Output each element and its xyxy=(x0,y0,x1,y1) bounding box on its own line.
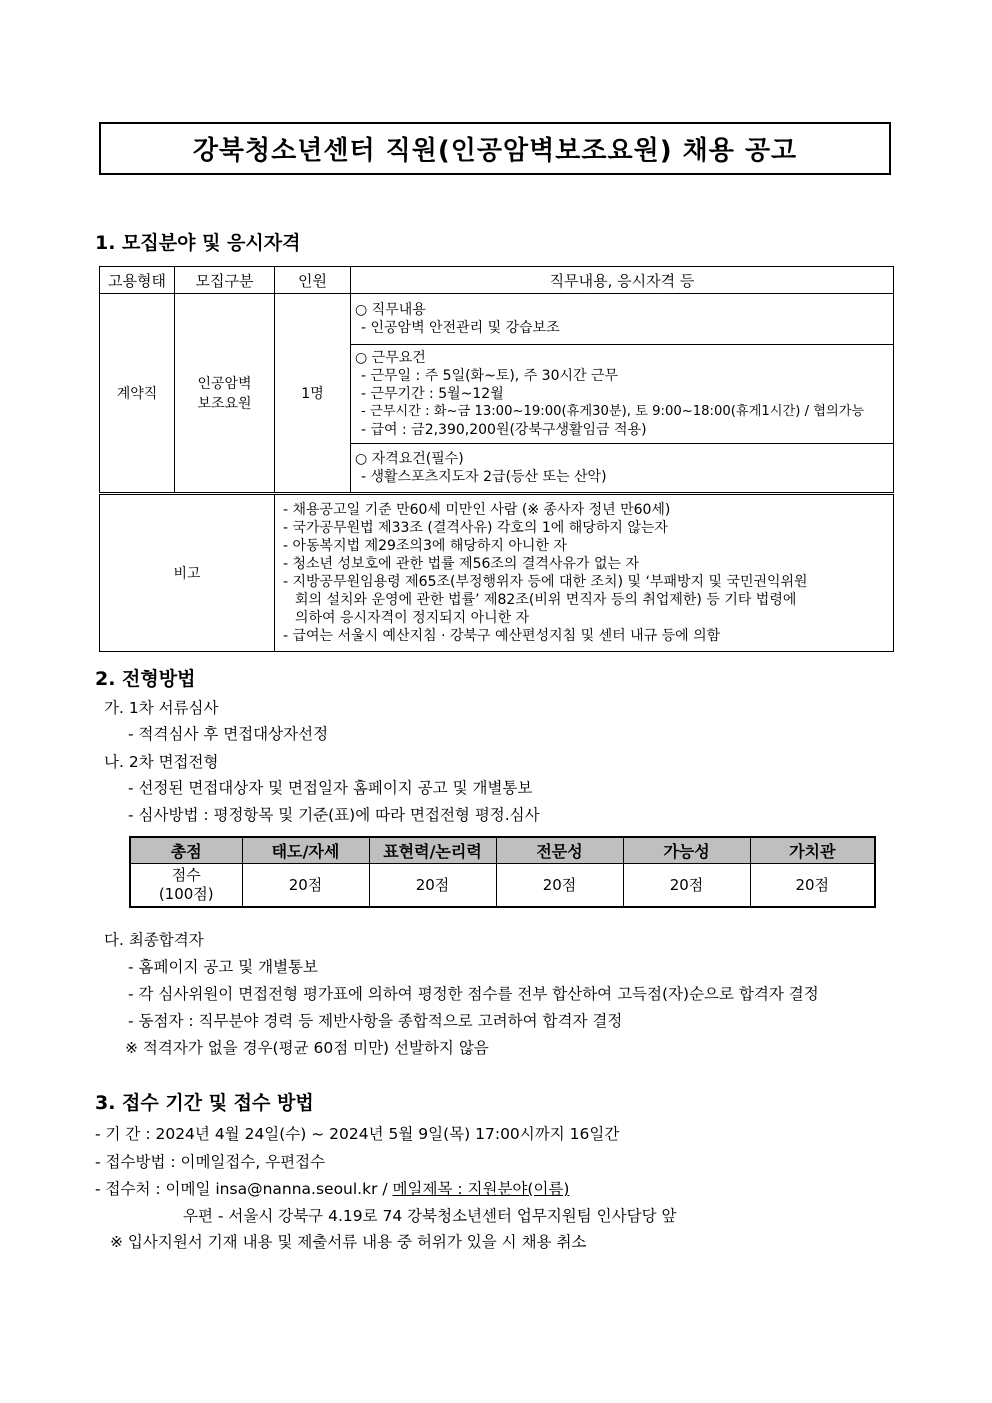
note-item: - 급여는 서울시 예산지침 · 강북구 예산편성지침 및 센터 내규 등에 의함 xyxy=(283,628,721,644)
step-b-item: - 심사방법 : 평정항목 및 기준(표)에 따라 면접전형 평정.심사 xyxy=(128,806,540,824)
note-item: - 지방공무원임용령 제65조(부정행위자 등에 대한 조치) 및 ‘부패방지 및 국민권익위원 xyxy=(283,574,808,590)
note-item: - 국가공무원법 제33조 (결격사유) 각호의 1에 해당하지 않는자 xyxy=(283,520,668,536)
step-c-item: - 각 심사위원이 면접전형 평가표에 의하여 평정한 점수를 전부 합산하여 고득점(자)순으로 합격자 결정 xyxy=(128,985,819,1003)
step-a-title: 가. 1차 서류심사 xyxy=(104,699,219,717)
score-table xyxy=(129,836,876,908)
note-item: - 청소년 성보호에 관한 법률 제56조의 결격사유가 없는 자 xyxy=(283,556,639,572)
step-c-item: - 동점자 : 직무분야 경력 등 제반사항을 종합적으로 고려하여 합격자 결정 xyxy=(128,1012,623,1030)
receipt-place xyxy=(95,1177,569,1199)
score-header: 표현력/논리력 xyxy=(369,837,496,864)
conditions-cell xyxy=(351,345,894,444)
duty-title: ○ 직무내용 xyxy=(355,302,426,318)
score-header: 가능성 xyxy=(623,837,750,864)
receipt-method: - 접수방법 : 이메일접수, 우편접수 xyxy=(95,1153,326,1171)
score-header: 가치관 xyxy=(750,837,875,864)
score-row-label xyxy=(130,864,242,908)
page-title: 강북청소년센터 직원(인공암벽보조요원) 채용 공고 xyxy=(192,136,798,166)
score-header: 태도/자세 xyxy=(242,837,369,864)
step-a-item: - 적격심사 후 면접대상자선정 xyxy=(128,725,329,743)
receipt-place-prefix: - 접수처 : 이메일 insa@nanna.seoul.kr / xyxy=(95,1180,393,1198)
conditions-item: - 근무일 : 주 5일(화~토), 주 30시간 근무 xyxy=(361,368,619,384)
score-header-total: 총점 xyxy=(130,837,242,864)
score-table-header xyxy=(130,837,875,864)
score-value: 20점 xyxy=(750,864,875,908)
title-box xyxy=(99,122,891,175)
recruit-type-line2: 보조요원 xyxy=(197,396,252,412)
note-label: 비고 xyxy=(100,494,275,652)
step-c-note: ※ 적격자가 없을 경우(평균 60점 미만) 선발하지 않음 xyxy=(125,1039,489,1057)
step-c-title: 다. 최종합격자 xyxy=(104,931,204,949)
score-row xyxy=(130,864,875,908)
score-header: 전문성 xyxy=(496,837,623,864)
qualification-item: - 생활스포츠지도자 2급(등산 또는 산악) xyxy=(361,469,607,485)
note-cell xyxy=(275,494,894,652)
section3-heading: 3. 접수 기간 및 접수 방법 xyxy=(95,1092,314,1114)
note-item: - 아동복지법 제29조의3에 해당하지 아니한 자 xyxy=(283,538,567,554)
employment-type: 계약직 xyxy=(100,294,175,494)
conditions-item: - 근무시간 : 화~금 13:00~19:00(휴게30분), 토 9:00~18:00(휴게1시간) / 협의가능 xyxy=(361,404,865,419)
note-item: - 채용공고일 기준 만60세 미만인 사람 (※ 종사자 정년 만60세) xyxy=(283,502,671,518)
conditions-item: - 근무기간 : 5월~12월 xyxy=(361,386,504,402)
note-item: 의하여 응시자격이 정지되지 아니한 자 xyxy=(295,610,530,626)
header-employment-type: 고용형태 xyxy=(100,267,175,294)
qualification-title: ○ 자격요건(필수) xyxy=(355,451,464,467)
receipt-post: 우편 - 서울시 강북구 4.19로 74 강북청소년센터 업무지원팀 인사담당 앞 xyxy=(183,1207,677,1225)
false-statement-warning: ※ 입사지원서 기재 내용 및 제출서류 내용 중 허위가 있을 시 채용 취소 xyxy=(110,1233,587,1251)
recruit-type xyxy=(175,294,275,494)
mail-subject: 메일제목 : 지원분야(이름) xyxy=(392,1180,570,1198)
score-value: 20점 xyxy=(242,864,369,908)
header-count: 인원 xyxy=(275,267,351,294)
step-b-title: 나. 2차 면접전형 xyxy=(104,753,219,771)
count: 1명 xyxy=(275,294,351,494)
section2-heading: 2. 전형방법 xyxy=(95,668,196,690)
header-recruit-type: 모집구분 xyxy=(175,267,275,294)
step-b-item: - 선정된 면접대상자 및 면접일자 홈페이지 공고 및 개별통보 xyxy=(128,779,533,797)
recruit-type-line1: 인공암벽 xyxy=(197,376,252,392)
note-item: 회의 설치와 운영에 관한 법률’ 제82조(비위 면직자 등의 취업제한) 등 기타 법령에 xyxy=(295,592,797,608)
conditions-title: ○ 근무요건 xyxy=(355,350,426,366)
qualification-cell xyxy=(351,444,894,494)
section1-heading: 1. 모집분야 및 응시자격 xyxy=(95,232,301,254)
recruit-row xyxy=(100,294,894,345)
step-c-item: - 홈페이지 공고 및 개별통보 xyxy=(128,958,319,976)
score-value: 20점 xyxy=(369,864,496,908)
recruit-table xyxy=(99,266,894,652)
score-row-label-2: (100점) xyxy=(158,885,214,903)
recruit-table-header xyxy=(100,267,894,294)
score-row-label-1: 점수 xyxy=(171,866,201,884)
conditions-item: - 급여 : 금2,390,200원(강북구생활임금 적용) xyxy=(361,422,647,438)
duty-item: - 인공암벽 안전관리 및 강습보조 xyxy=(361,320,560,336)
score-value: 20점 xyxy=(496,864,623,908)
header-duty: 직무내용, 응시자격 등 xyxy=(351,267,894,294)
receipt-period: - 기 간 : 2024년 4월 24일(수) ~ 2024년 5월 9일(목) 17:00시까지 16일간 xyxy=(95,1125,620,1143)
score-value: 20점 xyxy=(623,864,750,908)
duty-cell xyxy=(351,294,894,345)
note-row xyxy=(100,494,894,652)
